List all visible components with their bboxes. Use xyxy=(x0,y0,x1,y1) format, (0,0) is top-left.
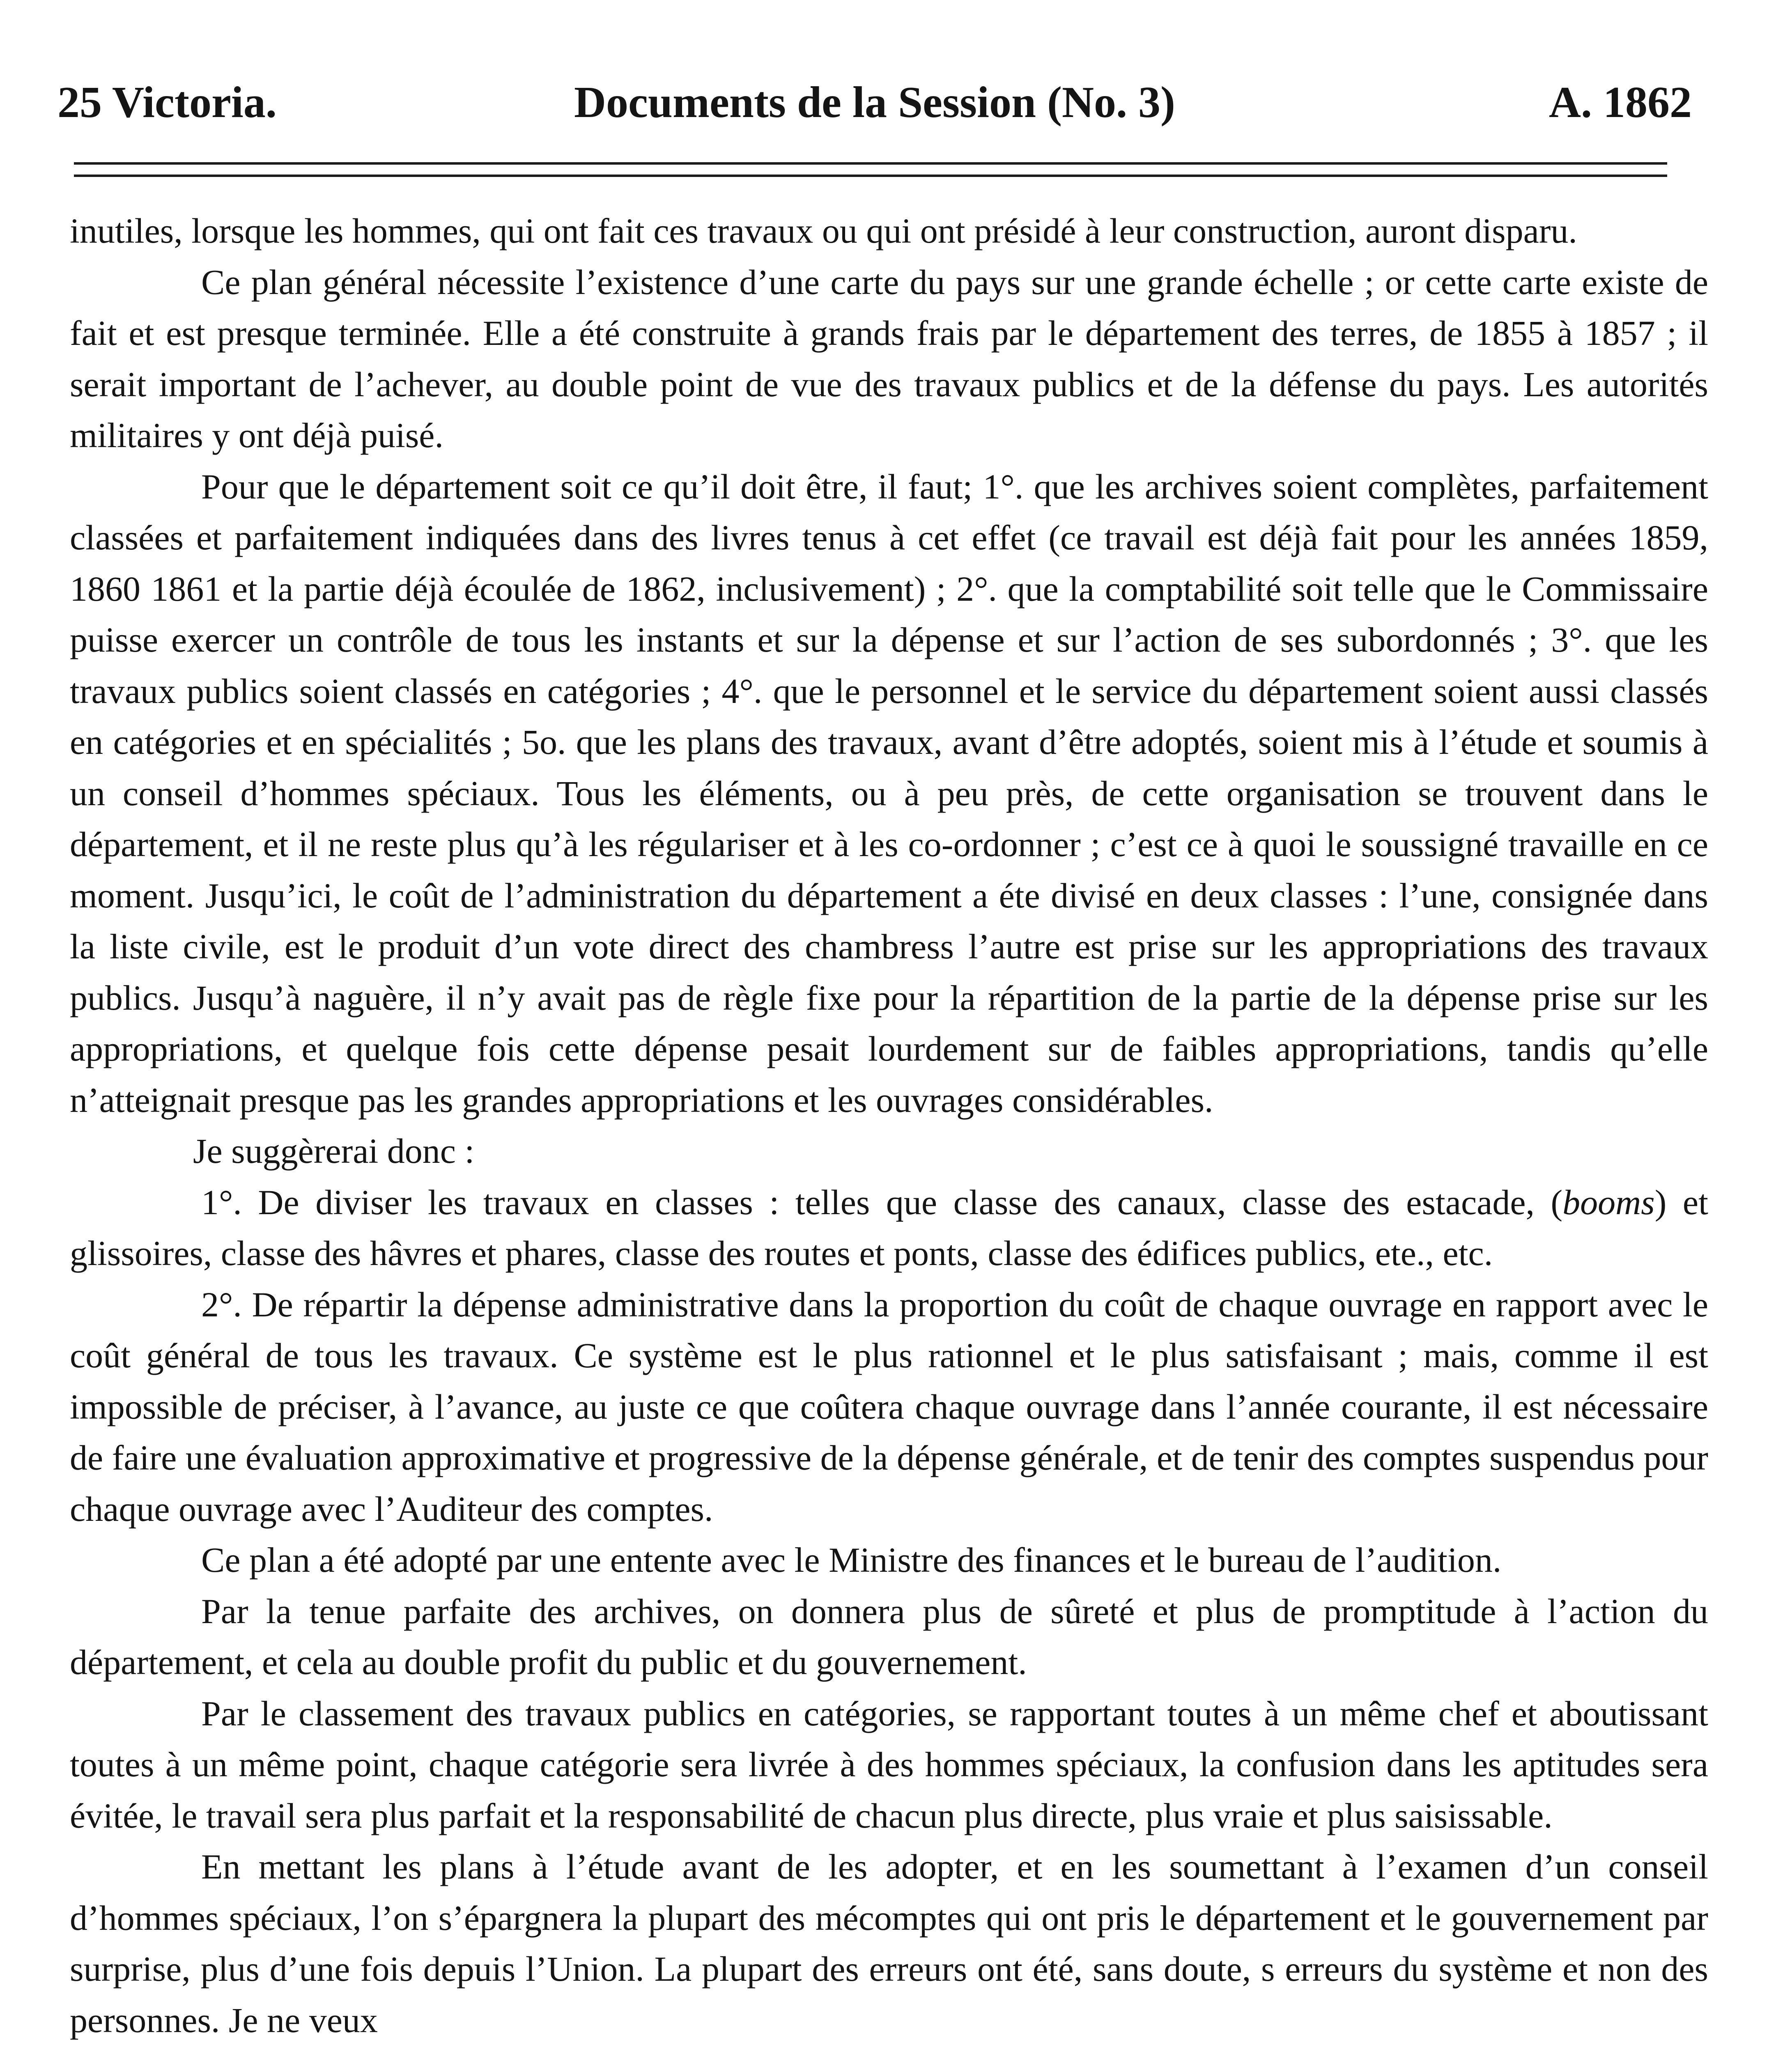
document-body xyxy=(70,205,1708,2046)
paragraph-suggestion-one xyxy=(70,1177,1708,1279)
header-document-title: Documents de la Session (No. 3) xyxy=(574,78,1176,127)
header-rule-bottom xyxy=(74,175,1667,177)
header-year: A. 1862 xyxy=(1549,78,1692,127)
suggestion-one-italic-term: booms xyxy=(1562,1182,1655,1222)
paragraph-map: Ce plan général nécessite l’existence d’une carte du pays sur une grande échelle ; or cette carte existe de fait et est presque terminée. Elle a été construite à grands frais par le département des terres, de 1855 à 1857 ; il serait important de l’achever, au double point de vue des travaux publics et de la défense du pays. Les autorités militaires y ont déjà puisé. xyxy=(70,262,1708,455)
paragraph-suggestion-two: 2°. De répartir la dépense administrative dans la proportion du coût de chaque ouvrage en rapport avec le coût général de tous les travaux. Ce système est le plus rationnel et le plus satisfaisant ; mais, comme il est impossible de préciser, à l’avance, au juste ce que coûtera chaque ouvrage dans l’année courante, il est nécessaire de faire une évaluation approximative et progressive de la dépense générale, et de tenir des comptes suspendus pour chaque ouvrage avec l’Auditeur des comptes. xyxy=(70,1284,1708,1529)
suggestion-one-text-b: ) et glissoires, classe des hâvres et phares, classe des routes et ponts, classe des édifices publics, ete., etc. xyxy=(70,1182,1708,1273)
header-regnal-year: 25 Victoria. xyxy=(57,78,277,127)
paragraph-suggestion-intro: Je suggèrerai donc : xyxy=(193,1131,475,1171)
paragraph-categories: Par le classement des travaux publics en catégories, se rapportant toutes à un même chef et aboutissant toutes à un même point, chaque catégorie sera livrée à des hommes spéciaux, la confusion dans les aptitudes sera évitée, le travail sera plus parfait et la responsabilité de chacun plus directe, plus vraie et plus saisissable. xyxy=(70,1693,1708,1835)
paragraph-department-requirements: Pour que le département soit ce qu’il doit être, il faut; 1°. que les archives soient complètes, parfaitement classées et parfaitement indiquées dans des livres tenus à cet effet (ce travail est déjà fait pour les années 1859, 1860 1861 et la partie déjà écoulée de 1862, inclusivement) ; 2°. que la comptabilité soit telle que le Commissaire puisse exercer un contrôle de tous les instants et sur la dépense et sur l’action de ses subordonnés ; 3°. que les travaux publics soient classés en catégories ; 4°. que le personnel et le service du département soient aussi classés en catégories et en spécialités ; 5o. que les plans des travaux, avant d’être adoptés, soient mis à l’étude et soumis à un conseil d’hommes spéciaux. Tous les éléments, ou à peu près, de cette organisation se trouvent dans le département, et il ne reste plus qu’à les régulariser et à les co-ordonner ; c’est ce à quoi le soussigné travaille en ce moment. Jusqu’ici, le coût de l’administration du département a éte divisé en deux classes : l’une, consignée dans la liste civile, est le produit d’un vote direct des chambress l’autre est prise sur les appropriations des travaux publics. Jusqu’à naguère, il n’y avait pas de règle fixe pour la répartition de la partie de la dépense prise sur les appropriations, et quelque fois cette dépense pesait lourdement sur de faibles appropriations, tandis qu’elle n’atteignait presque pas les grandes appropriations et les ouvrages considérables. xyxy=(70,466,1708,1120)
paragraph-plans-study: En mettant les plans à l’étude avant de les adopter, et en les soumettant à l’examen d’un conseil d’hommes spéciaux, l’on s’épargnera la plupart des mécomptes qui ont pris le département et le gouvernement par surprise, plus d’une fois depuis l’Union. La plupart des erreurs ont été, sans doute, s erreurs du système et non des personnes. Je ne veux xyxy=(70,1847,1708,2040)
page-header xyxy=(57,62,1692,144)
suggestion-one-text-a: 1°. De diviser les travaux en classes : telles que classe des canaux, classe des estacade, ( xyxy=(201,1182,1563,1222)
paragraph-plan-adopted: Ce plan a été adopté par une entente avec le Ministre des finances et le bureau de l’audition. xyxy=(201,1540,1502,1580)
paragraph-continuation: inutiles, lorsque les hommes, qui ont fait ces travaux ou qui ont présidé à leur construction, auront disparu. xyxy=(70,211,1577,250)
paragraph-archives: Par la tenue parfaite des archives, on donnera plus de sûreté et plus de promptitude à l’action du département, et cela au double profit du public et du gouvernement. xyxy=(70,1591,1708,1682)
header-rule-top xyxy=(74,162,1667,165)
